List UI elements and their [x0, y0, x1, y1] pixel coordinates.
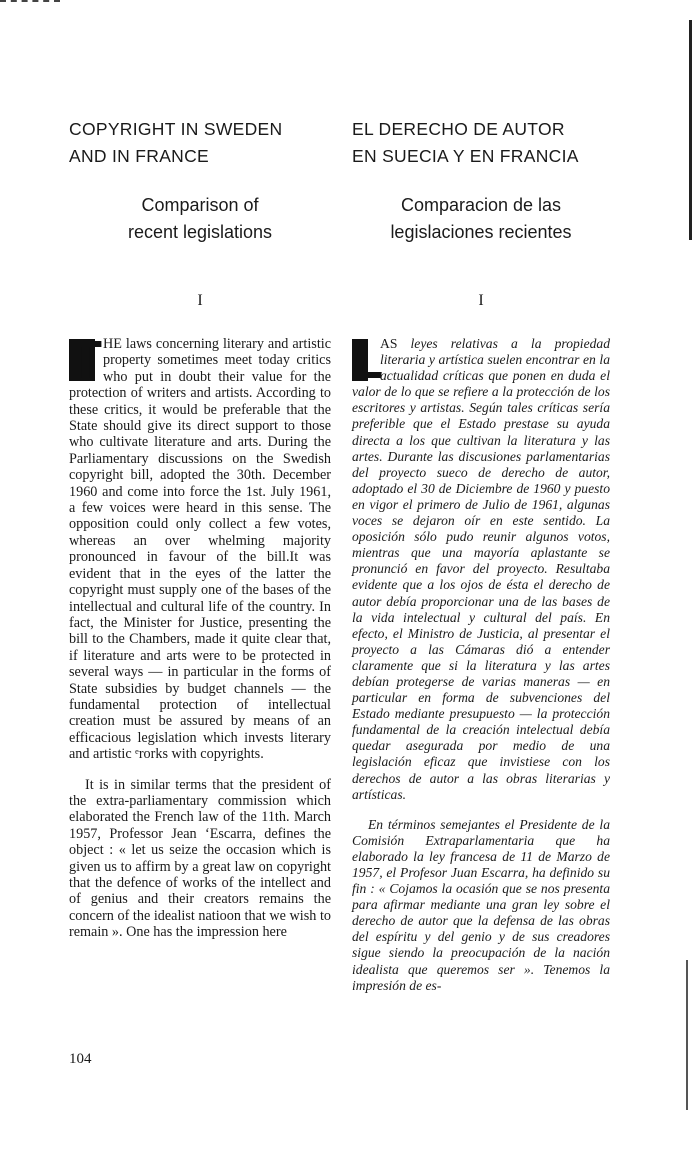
spanish-subtitle: [352, 192, 610, 246]
spanish-body: [352, 330, 610, 994]
scan-edge-mark: [0, 0, 60, 2]
spanish-subtitle-line2: legislaciones recientes: [390, 222, 572, 242]
english-subtitle-line2: recent legislations: [127, 222, 273, 242]
spanish-title-line1: EL DERECHO DE AUTOR: [352, 119, 565, 139]
english-title: [69, 116, 331, 170]
english-drop-cap: T: [69, 330, 102, 390]
scan-edge-shadow: [689, 20, 692, 240]
spanish-title-line2: EN SUECIA Y EN FRANCIA: [352, 146, 579, 166]
spanish-subtitle-line1: Comparacion de las: [400, 195, 562, 215]
english-column: [69, 116, 331, 955]
spanish-paragraph-2: En términos semejantes el Presidente de la Comisión Extraparlamentaria que ha elaborado la ley francesa de 11 de Marzo de 1957, el Profesor Juan Escarra, ha definido su fin : « Cojamos la ocasión que se nos presenta para afirmar mediante una gran ley sobre el derecho de autor que la defensa de las obras del espíritu y del genio y de sus creadores sigue siendo la preocupación de la nación idealista que queremos ser ». Tenemos la impresión de es-: [352, 816, 610, 993]
spanish-lead-word: AS: [380, 336, 398, 351]
spanish-drop-cap: L: [352, 330, 385, 390]
scan-edge-shadow-lower: [686, 960, 688, 1110]
spanish-column: [352, 116, 610, 1008]
spanish-paragraph-1-text: leyes relativas a la propiedad literaria y artística suelen encontrar en la actualidad críticas que ponen en duda el valor de lo que se refiere a la protección de los escritores y artistas. Según tales críticas sería preferible que el Estado prestase su ayuda directa a los que cultivan la literatura y las artes. Durante las discusiones parlamentarias del proyecto sueco de derecho de autor, adoptado el 30 de Diciembre de 1960 y puesto en vigor el primero de Julio de 1961, algunas voces se dejaron oír en este sentido. La oposición sólo pudo reunir algunos votos, mientras que una mayoría aplastante se pronunció en favor del proyecto. Resultaba evidente que a los ojos de ésta el derecho de autor debía proporcionar una de las bases de la vida intelectual y cultural del país. En efecto, el Ministro de Justicia, al presentar el proyecto a las Cámaras dió a entender claramente que si la literatura y las artes debían protegerse de varias maneras — en particular en forma de subvenciones del Estado mediante presupuesto — la protección fundamental de la creación intelectual debía quedar asegurada por medio de una legislación eficaz que invistiese con los derechos de autor a las obras literarias y artísticas.: [352, 336, 610, 802]
page-number: 104: [69, 1051, 92, 1067]
english-body: [69, 330, 331, 941]
english-title-line2: AND IN FRANCE: [69, 146, 210, 166]
english-subtitle: [69, 192, 331, 246]
english-lead-word: HE: [103, 336, 122, 352]
english-section-numeral: I: [197, 292, 203, 309]
english-paragraph-2: It is in similar terms that the president of the extra-parliamentary commission which elaborated the French law of the 11th. March 1957, Professor Jean ‘Escarra, defines the object : « let us seize the occasion which is given us to affirm by a great law on copyright that the defence of works of the intellect and of genius and their creators remains the concern of the idealist natioon that we wish to remain ». One has the impression here: [69, 776, 331, 941]
spanish-paragraph-1: [352, 330, 610, 803]
english-subtitle-line1: Comparison of: [141, 195, 259, 215]
spanish-title: [352, 116, 610, 170]
english-paragraph-1-text: laws concerning literary and artistic property sometimes meet today critics who put in doubt their value for the protection of writers and artists. According to these critics, it would be preferable that the State should give its direct support to those who cultivate literature and arts. During the Parliamentary discussions on the Swedish copyright bill, adopted the 30th. December 1960 and come into force the 1st. July 1961, a few voices were heard in this sense. The opposition could only collect a few votes, whereas an over whelming majority pronounced in favour of the bill.It was evident that in the eyes of the latter the copyright must supply one of the bases of the intellectual and cultural life of the country. In fact, the Minister for Justice, presenting the bill to the Chambers, made it quite clear that, if literature and arts were to be protected in several ways — in particular in the forms of State subsidies by budget channels — the fundamental protection of intellectual creation must be assured by means of an efficacious legislation which invests literary and artistic ᵉrorks with copyrights.: [69, 336, 331, 763]
english-paragraph-1: [69, 330, 331, 763]
english-title-line1: COPYRIGHT IN SWEDEN: [69, 119, 283, 139]
spanish-section-numeral: I: [478, 292, 484, 309]
